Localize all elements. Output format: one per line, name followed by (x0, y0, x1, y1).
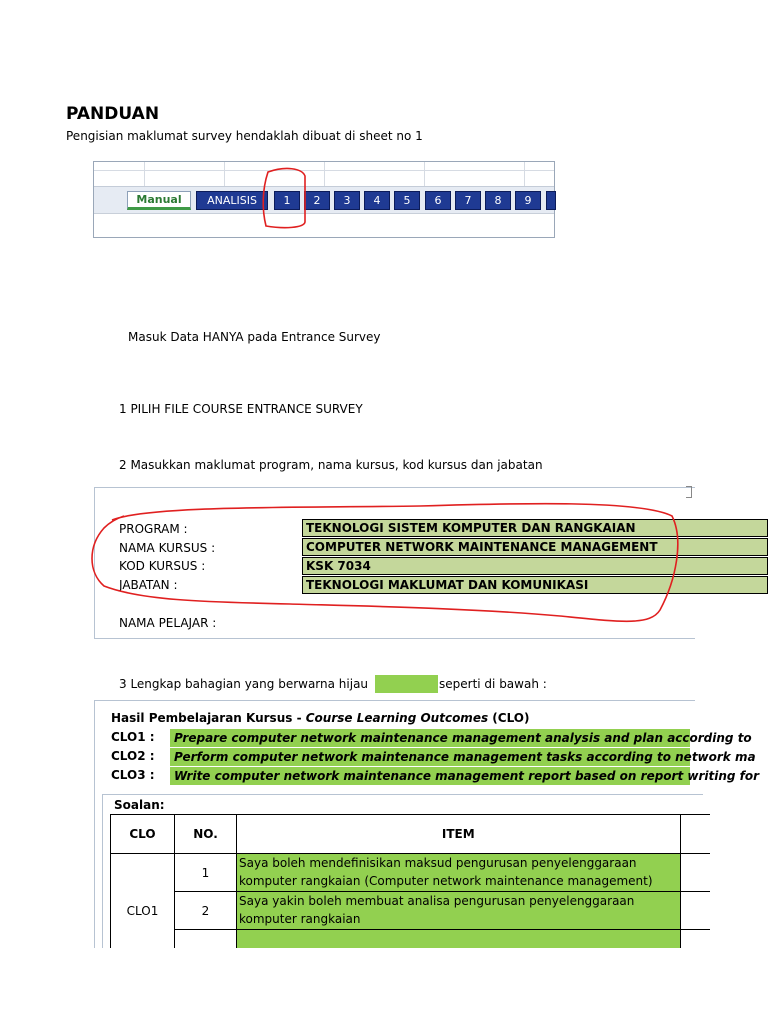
item-text[interactable]: Saya yakin boleh membuat analisa pengurusan penyelenggaraan komputer rangkaian (237, 892, 681, 930)
grid-line (524, 162, 525, 186)
clo-heading-part: Hasil Pembelajaran Kursus - (111, 711, 306, 725)
clo-heading-suffix: (CLO) (488, 711, 530, 725)
program-value: TEKNOLOGI SISTEM KOMPUTER DAN RANGKAIAN (302, 519, 768, 537)
clo3-label: CLO3 : (111, 768, 155, 782)
program-label: PROGRAM : (119, 522, 188, 536)
clo1-value: Prepare computer network maintenance management analysis and plan according to (170, 729, 690, 747)
grid-line (424, 162, 425, 186)
clo1-label: CLO1 : (111, 730, 155, 744)
department-label: JABATAN : (119, 578, 178, 592)
tab-sheet-more[interactable] (546, 191, 556, 210)
bracket-mark (686, 486, 692, 498)
table-row (111, 892, 711, 930)
course-name-value: COMPUTER NETWORK MAINTENANCE MANAGEMENT (302, 538, 768, 556)
student-name-label: NAMA PELAJAR : (119, 616, 217, 630)
tab-sheet-8[interactable]: 8 (485, 191, 511, 210)
clo-group-cell: CLO1 (111, 854, 175, 968)
tab-sheet-2[interactable]: 2 (304, 191, 330, 210)
course-code-value: KSK 7034 (302, 557, 768, 575)
response-cell[interactable] (680, 854, 710, 892)
tab-sheet-1[interactable]: 1 (274, 191, 300, 210)
page-title: PANDUAN (66, 104, 160, 124)
tab-sheet-9[interactable]: 9 (515, 191, 541, 210)
clo2-label: CLO2 : (111, 749, 155, 763)
response-cell[interactable] (680, 892, 710, 930)
table-header-row (111, 815, 711, 854)
step-1-instruction: 1 PILIH FILE COURSE ENTRANCE SURVEY (119, 402, 363, 416)
item-number: 1 (175, 854, 237, 892)
clo-heading (111, 711, 529, 725)
tab-sheet-6[interactable]: 6 (425, 191, 451, 210)
header-extra (680, 815, 710, 854)
table-row (111, 854, 711, 892)
item-number: 2 (175, 892, 237, 930)
tab-sheet-7[interactable]: 7 (455, 191, 481, 210)
intro-instruction: Masuk Data HANYA pada Entrance Survey (128, 330, 381, 344)
grid-line (144, 162, 145, 186)
tab-sheet-5[interactable]: 5 (394, 191, 420, 210)
tab-manual[interactable]: Manual (127, 191, 191, 210)
grid-line (224, 162, 225, 186)
course-code-label: KOD KURSUS : (119, 559, 206, 573)
clo2-value: Perform computer network maintenance management tasks according to network ma (170, 748, 690, 766)
tab-analisis[interactable]: ANALISIS (196, 191, 268, 210)
header-no: NO. (175, 815, 237, 854)
question-label: Soalan: (114, 798, 165, 812)
step-3-instruction-end: seperti di bawah : (439, 677, 547, 691)
item-text[interactable]: Saya boleh mendefinisikan maksud pengurusan penyelenggaraan komputer rangkaian (Computer network maintenance management) (237, 854, 681, 892)
step-2-instruction: 2 Masukkan maklumat program, nama kursus, kod kursus dan jabatan (119, 458, 543, 472)
sheet-tab-screenshot (93, 161, 555, 238)
page-bottom-margin (0, 948, 768, 1024)
tab-sheet-4[interactable]: 4 (364, 191, 390, 210)
header-item: ITEM (237, 815, 681, 854)
clo-heading-english: Course Learning Outcomes (305, 711, 489, 725)
question-table (110, 814, 710, 968)
clo3-value: Write computer network maintenance management report based on report writing for (170, 767, 690, 785)
department-value: TEKNOLOGI MAKLUMAT DAN KOMUNIKASI (302, 576, 768, 594)
sheet-tab-bar (94, 186, 554, 213)
sheet-status-area (94, 213, 554, 236)
grid-line (324, 162, 325, 186)
tab-sheet-3[interactable]: 3 (334, 191, 360, 210)
step-3-instruction: 3 Lengkap bahagian yang berwarna hijau (119, 677, 369, 691)
green-color-swatch (375, 675, 438, 693)
header-clo: CLO (111, 815, 175, 854)
page-subtitle: Pengisian maklumat survey hendaklah dibuat di sheet no 1 (66, 129, 423, 143)
course-name-label: NAMA KURSUS : (119, 541, 216, 555)
